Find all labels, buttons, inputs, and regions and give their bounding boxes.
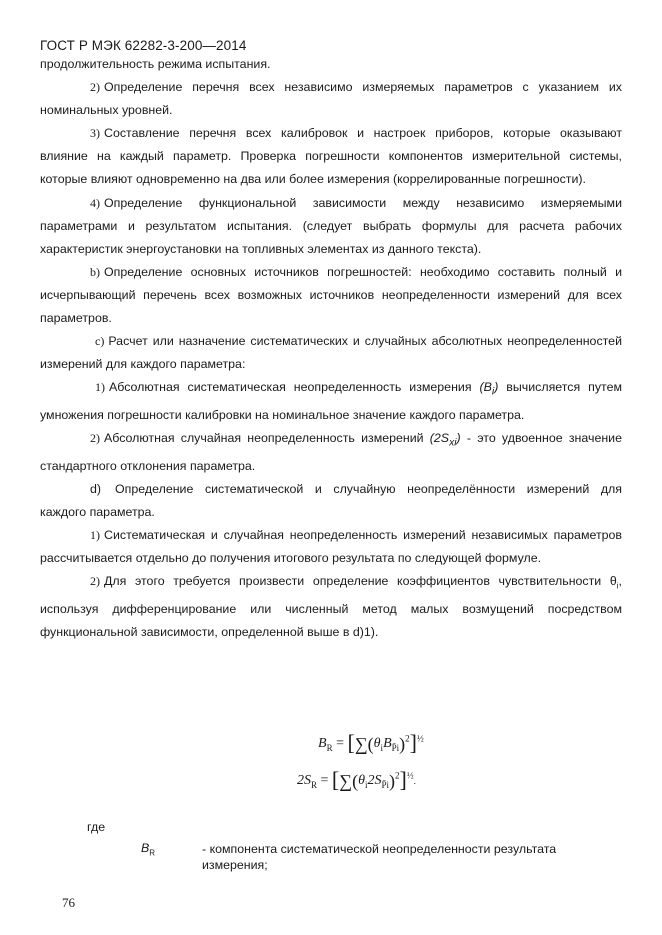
- theta-subscript: i: [616, 581, 619, 591]
- item-number: 1): [90, 527, 100, 542]
- formula-inner-close: ): [389, 771, 396, 791]
- definition-symbol-sub: R: [149, 848, 156, 858]
- formula-term-sub: P̄i: [381, 779, 390, 790]
- formula-theta: θ: [373, 736, 381, 751]
- paragraph-text: - это удвоенное значение стандартного отклонения параметра.: [40, 430, 622, 473]
- paragraph-text: Определение систематической и случайную неопределённости измерений для каждого параметра.: [40, 481, 622, 519]
- item-number: b): [90, 264, 100, 279]
- symbol-b-i: [479, 380, 499, 398]
- item-number: 2): [90, 80, 100, 95]
- symbol-text: (B: [479, 380, 492, 395]
- paragraph-text: Для этого требуется произвести определение коэффициентов чувствительности θ: [104, 574, 617, 588]
- paragraph-item-d1: [40, 524, 622, 570]
- item-number: d): [90, 481, 102, 496]
- symbol-text: (2S: [429, 430, 450, 445]
- formula-systematic: [318, 730, 424, 756]
- item-number: c): [95, 334, 105, 349]
- paragraph-text: Абсолютная случайная неопределенность измерений: [104, 430, 430, 445]
- paragraph-text: Систематическая и случайная неопределенность измерений независимых параметров рассчитывается отдельно до получения итогового результата по следующей формуле.: [40, 527, 622, 565]
- formula-power: 2: [395, 770, 400, 781]
- formula-close-bracket: ]: [399, 767, 407, 792]
- paragraph-item-c1: [40, 376, 622, 427]
- formula-sum: ∑: [354, 734, 368, 754]
- paragraph-text: продолжительность режима испытания.: [40, 57, 271, 71]
- item-number: 2): [90, 574, 100, 588]
- symbol-close: ): [456, 430, 461, 445]
- formula-exponent: ½: [416, 733, 424, 744]
- page-number: 76: [62, 895, 75, 910]
- formula-inner-open: (: [352, 771, 359, 791]
- paragraph-text: Составление перечня всех калибровок и настроек приборов, которые оказывают влияние на каждый параметр. Проверка погрешности компонентов измерительной системы, которые влияют одновременно на два или более измерения (коррелированные погрешности).: [40, 126, 622, 187]
- formula-sum: ∑: [339, 771, 353, 791]
- paragraph-text: , используя дифференцирование или численный метод малых возмущений посредством функциональной зависимости, определенной выше в d)1).: [40, 574, 622, 639]
- formula-open-bracket: [: [347, 730, 355, 755]
- formula-lhs-sub: R: [311, 779, 318, 790]
- standard-header: ГОСТ Р МЭК 62282-3-200—2014: [40, 38, 247, 53]
- formula-theta-sub: i: [380, 742, 384, 753]
- formula-close-bracket: ]: [409, 730, 417, 755]
- formula-lhs: 2S: [297, 773, 311, 788]
- paragraph-text: Определение функциональной зависимости между независимо измеряемыми параметрами и результатом испытания. (следует выбрать формулы для расчета рабочих характеристик энергоустановки на топливных элементах из данного текста).: [40, 195, 622, 256]
- formula-inner-close: ): [399, 734, 406, 754]
- formula-random: [297, 767, 416, 793]
- paragraph-text: Определение основных источников погрешностей: необходимо составить полный и исчерпывающий перечень всех возможных источников неопределенности измерений для всех параметров.: [40, 264, 622, 326]
- paragraph-item-c: [40, 330, 622, 376]
- formula-exponent: ½: [406, 770, 414, 781]
- paragraph-item-b: [40, 261, 622, 330]
- symbol-subscript: i: [491, 386, 495, 398]
- definition-symbol: [141, 841, 155, 857]
- body-text: [40, 53, 622, 644]
- formula-eq: =: [332, 736, 348, 751]
- formula-theta: θ: [358, 773, 365, 788]
- formula-inner-open: (: [367, 734, 374, 754]
- where-label: где: [87, 820, 106, 834]
- formula-term: 2S: [367, 773, 382, 788]
- formula-power: 2: [405, 733, 410, 744]
- definition-text: - компонента систематической неопределенности результата измерения;: [202, 842, 557, 872]
- item-number: 3): [90, 126, 100, 141]
- formula-theta-sub: i: [364, 779, 368, 790]
- paragraph-continuation: [40, 53, 622, 76]
- symbol-2s-xi: [429, 430, 461, 449]
- paragraph-text: Абсолютная систематическая неопределенность измерения: [109, 380, 480, 395]
- definition-symbol-letter: B: [141, 841, 150, 855]
- formula-term-sub: P̄i: [391, 742, 400, 753]
- paragraph-item-d: [40, 478, 622, 524]
- paragraph-text: Расчет или назначение систематических и случайных абсолютных неопределенностей измерений для каждого параметра:: [40, 334, 622, 372]
- formula-open-bracket: [: [331, 767, 340, 792]
- paragraph-item-3: [40, 122, 622, 191]
- paragraph-item-4: [40, 192, 622, 261]
- formula-tail: .: [413, 776, 416, 786]
- paragraph-item-c2: [40, 427, 622, 478]
- paragraph-text: вычисляется путем умножения погрешности калибровки на номинальное значение каждого параметра.: [40, 380, 622, 422]
- formula-lhs-sub: R: [326, 742, 333, 753]
- symbol-close: ): [494, 380, 499, 395]
- formula-lhs: B: [318, 736, 327, 751]
- paragraph-text: Определение перечня всех независимо измеряемых параметров с указанием их номинальных уровней.: [40, 80, 622, 118]
- item-number: 4): [90, 195, 100, 210]
- paragraph-item-d2: [40, 570, 622, 644]
- symbol-subscript: xi: [449, 437, 457, 449]
- formula-eq: =: [317, 773, 332, 788]
- item-number: 1): [95, 380, 105, 395]
- paragraph-item-2: [40, 76, 622, 122]
- item-number: 2): [90, 430, 100, 445]
- formula-term: B: [383, 736, 392, 751]
